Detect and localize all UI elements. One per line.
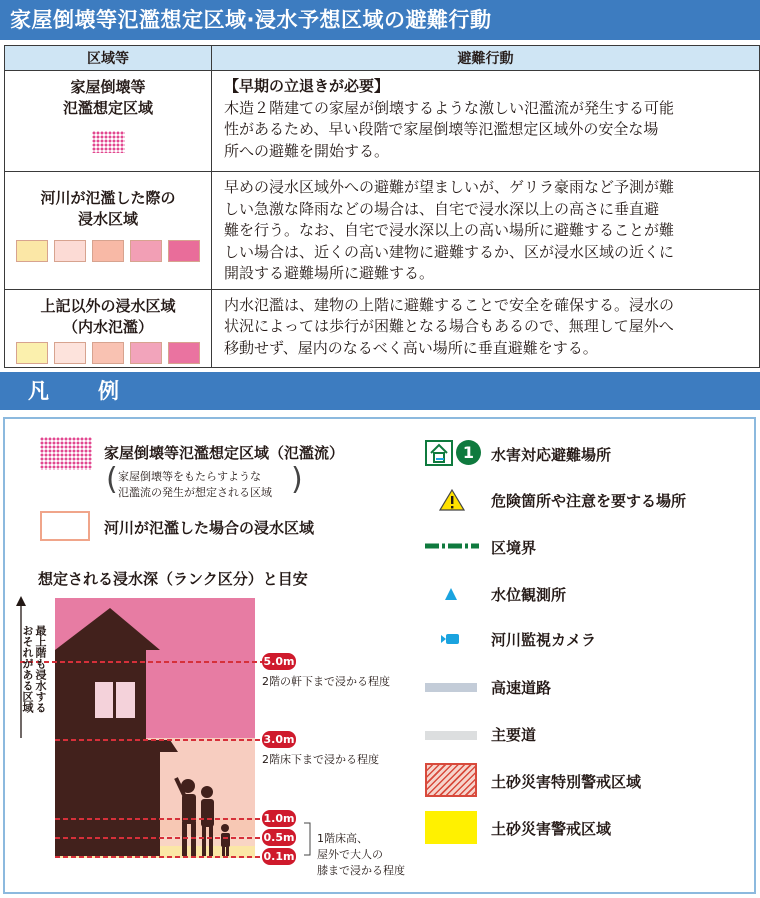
sediment-special-zone [425, 763, 477, 797]
flood-zone-label: 家屋倒壊等氾濫想定区域（氾濫流） [104, 444, 345, 462]
depth-color-swatch [130, 240, 162, 262]
table-row [5, 289, 760, 367]
action-line: しい場合は、近くの高い建物に避難するか、区が浸水区域の近くに [224, 242, 675, 261]
depth-color-swatch [54, 342, 86, 364]
depth-swatch-row [9, 240, 207, 262]
action-line: 難を行う。なお、自宅で浸水深以上の高い場所に避難することが難 [224, 221, 675, 239]
depth-color-swatch [130, 342, 162, 364]
shelter-number-badge: 1 [456, 440, 481, 465]
vertical-note-line: 最上階も浸水する [34, 625, 47, 713]
column-header-area: 区域等 [5, 46, 212, 71]
legend-item-label: 区境界 [491, 539, 537, 557]
depth-color-swatch [168, 342, 200, 364]
action-line: 性があるため、早い段階で家屋倒壊等氾濫想定区域外の安全な場 [224, 120, 659, 138]
river-zone-label: 河川が氾濫した場合の浸水区域 [104, 519, 315, 537]
action-line: 木造２階建ての家屋が倒壊するような激しい氾濫流が発生する可能 [224, 98, 675, 117]
action-line: 所への避難を開始する。 [224, 141, 390, 160]
camera-icon [441, 632, 461, 646]
area-name-line: 家屋倒壊等 [70, 78, 146, 96]
depth-color-swatch [54, 240, 86, 262]
legend-item-label: 高速道路 [491, 679, 552, 697]
legend-item-label: 河川監視カメラ [491, 631, 597, 649]
flood-pattern-swatch [92, 131, 125, 153]
legend-item-label: 水害対応避難場所 [491, 446, 612, 464]
low-level-note-line: 1階床高、 [317, 832, 368, 845]
flood-zone-note-bracket-open: ( [106, 462, 118, 497]
flood-zone-note-line: 家屋倒壊等をもたらすような [118, 470, 261, 483]
action-line: しい急激な降雨などの場合は、自宅で浸水深以上の高さに垂直避 [224, 199, 660, 218]
depth-color-swatch [16, 342, 48, 364]
area-cell-river-flood [5, 172, 212, 290]
flood-zone-note-line: 氾濫流の発生が想定される区域 [118, 486, 272, 499]
depth-color-swatch [92, 240, 124, 262]
level-badge-0-1m: 0.1m [263, 850, 295, 863]
vertical-note [21, 625, 47, 745]
low-level-note-line: 膝まで浸かる程度 [317, 864, 405, 877]
action-cell-inland-flood [212, 289, 760, 367]
house-window [95, 682, 135, 718]
table-row [5, 172, 760, 290]
area-name-line: 上記以外の浸水区域 [40, 296, 176, 315]
action-line: 内水氾濫は、建物の上階に避難することで安全を確保する。浸水の [224, 295, 675, 314]
table-header-row [5, 46, 760, 71]
level-badge-5m: 5.0m [263, 655, 295, 668]
depth-swatch-row [9, 342, 207, 364]
action-cell-flood-zone [212, 71, 760, 172]
depth-color-swatch [168, 240, 200, 262]
action-line: 【早期の立退きが必要】 [224, 77, 390, 95]
level-badge-1m: 1.0m [263, 812, 295, 825]
evacuation-table [4, 45, 760, 368]
action-line: 早めの浸水区域外への避難が望ましいが、ゲリラ豪雨など予測が難 [224, 178, 675, 196]
ward-boundary-line [425, 541, 479, 551]
vertical-note-line: おそれがある区域 [21, 625, 34, 713]
legend-item-label: 土砂災害警戒区域 [491, 820, 612, 838]
action-line: 開設する避難場所に避難する。 [224, 264, 435, 282]
area-name-line: 氾濫想定区域 [62, 99, 153, 117]
legend-item-label: 水位観測所 [491, 586, 567, 604]
table-row [5, 71, 760, 172]
area-cell-flood-zone [5, 71, 212, 172]
column-header-action: 避難行動 [212, 46, 760, 71]
level-badge-0-5m: 0.5m [263, 831, 295, 844]
level-note-5m: 2階の軒下まで浸かる程度 [262, 675, 390, 688]
sediment-zone [425, 811, 477, 844]
area-name-line: 浸水区域 [77, 210, 138, 228]
expressway-line [425, 683, 477, 692]
legend-item-label: 主要道 [491, 726, 537, 744]
low-level-bracket [304, 823, 310, 855]
main-road-line [425, 731, 477, 740]
depth-color-swatch [16, 240, 48, 262]
evacuation-site-icon [425, 440, 453, 466]
level-badge-3m: 3.0m [263, 733, 295, 746]
river-zone-outline-icon [40, 511, 90, 541]
area-name-line: 河川が氾濫した際の [40, 189, 176, 207]
depth-illustration [10, 590, 450, 890]
flood-zone-note-bracket-close: ) [291, 462, 303, 497]
page-title: 家屋倒壊等氾濫想定区域·浸水予想区域の避難行動 [0, 0, 760, 40]
area-cell-inland-flood [5, 289, 212, 367]
low-level-note-line: 屋外で大人の [317, 848, 383, 861]
depth-color-swatch [92, 342, 124, 364]
warning-icon [439, 488, 465, 512]
flood-zone-pattern-icon [40, 437, 92, 470]
water-gauge-icon [444, 587, 458, 601]
action-line: 移動せず、屋内のなるべく高い場所に垂直避難をする。 [224, 338, 598, 357]
legend-item-label: 土砂災害特別警戒区域 [491, 773, 642, 791]
level-note-3m: 2階床下まで浸かる程度 [262, 753, 379, 766]
depth-section-title: 想定される浸水深（ランク区分）と目安 [38, 570, 308, 588]
action-cell-river-flood [212, 172, 760, 290]
legend-title: 凡 例 [0, 372, 760, 410]
action-line: 状況によっては歩行が困難となる場合もあるので、無理して屋外へ [224, 317, 674, 335]
area-name-line: （内水氾濫） [62, 317, 153, 336]
legend-item-label: 危険箇所や注意を要する場所 [491, 492, 687, 510]
